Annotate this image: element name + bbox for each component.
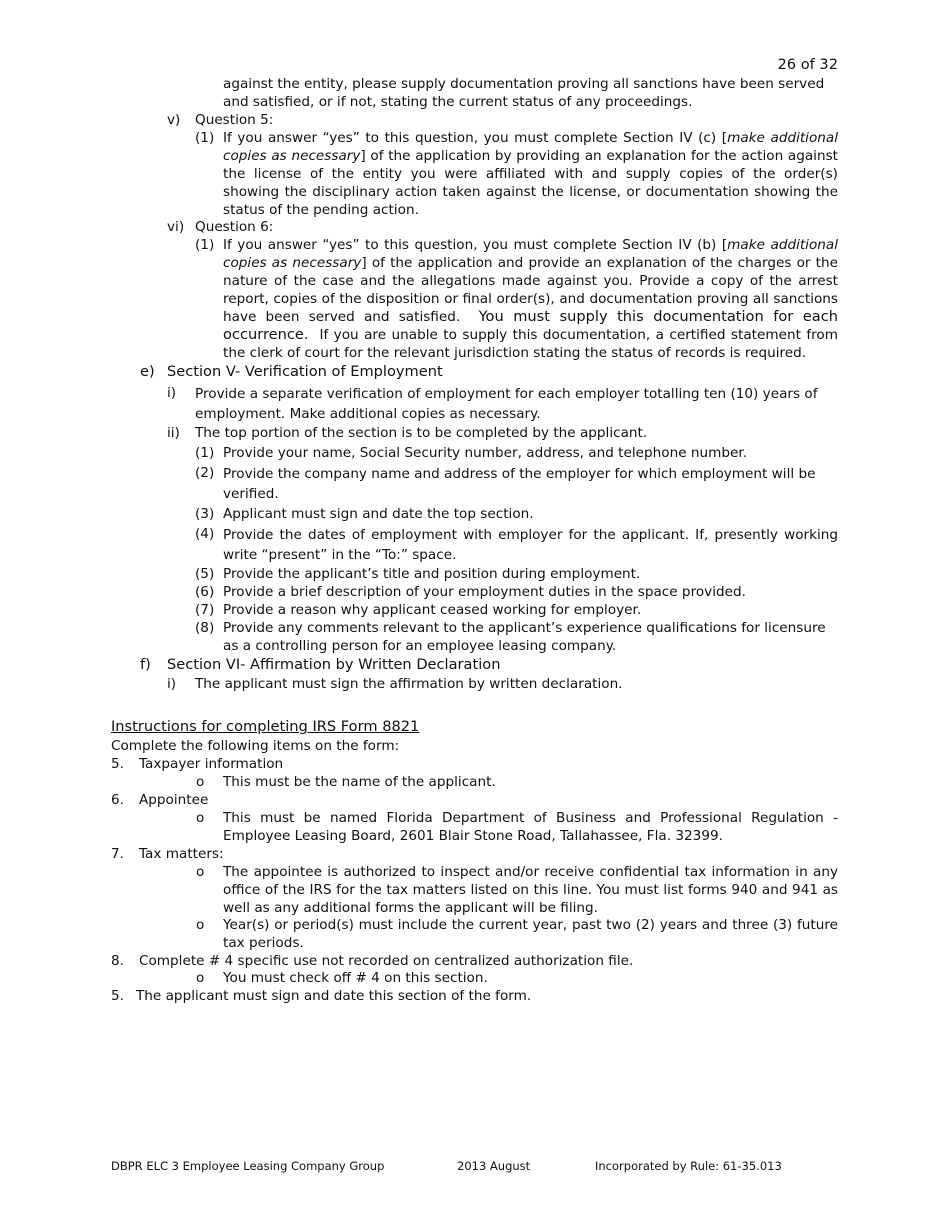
irs-tax-matters-bullet-2: Year(s) or period(s) must include the current year, past two (2) years and three (3) future tax periods. bbox=[223, 917, 838, 951]
footer-rule: Incorporated by Rule: 61-35.013 bbox=[595, 1159, 782, 1173]
irs-appointee-bullet: This must be named Florida Department of Business and Professional Regulation - Employee Leasing Board, 2601 Blair Stone Road, Tallahassee, Fla. 32399. bbox=[223, 810, 838, 844]
q5-label: Question 5: bbox=[195, 112, 274, 128]
section-e-ii-marker: ii) bbox=[167, 425, 180, 441]
q5-item-text: If you answer “yes” to this question, you must complete Section IV (c) [make additional copies as necessary] of the application by providing an explanation for the action against the license of the entity you were affiliated with and supply copies of the order(s) showing the disciplinary action taken against the license, or documentation showing the status of the pending action. bbox=[223, 130, 839, 218]
q6-item-marker: (1) bbox=[195, 237, 215, 253]
list-item: Provide a reason why applicant ceased working for employer. bbox=[223, 602, 642, 618]
section-e-i-text: Provide a separate verification of employment for each employer totalling ten (10) years of employment. Make additional copies as necessary. bbox=[195, 386, 818, 422]
irs-intro: Complete the following items on the form: bbox=[111, 738, 400, 754]
q6-label: Question 6: bbox=[195, 219, 274, 235]
section-e-marker: e) bbox=[140, 363, 155, 380]
irs-complete4-bullet: You must check off # 4 on this section. bbox=[223, 970, 488, 986]
section-f-marker: f) bbox=[140, 656, 151, 673]
section-f-i-marker: i) bbox=[167, 676, 177, 692]
section-f-i-text: The applicant must sign the affirmation by written declaration. bbox=[195, 676, 623, 692]
section-e-heading: Section V- Verification of Employment bbox=[167, 363, 443, 380]
irs-tax-matters-label: Tax matters: bbox=[139, 846, 224, 862]
q6-marker: vi) bbox=[167, 219, 185, 235]
irs-heading: Instructions for completing IRS Form 8821 bbox=[111, 718, 420, 735]
list-item-marker: (4) bbox=[195, 526, 215, 542]
list-item: Provide your name, Social Security number, address, and telephone number. bbox=[223, 445, 748, 461]
irs-sign-label: The applicant must sign and date this section of the form. bbox=[136, 988, 532, 1004]
bullet-marker: o bbox=[196, 810, 205, 826]
q6-item-text: If you answer “yes” to this question, you must complete Section IV (b) [make additional copies as necessary] of the application and provide an explanation of the charges or the nature of the case and the allegations made against you. Provide a copy of the arrest report, copies of the disposition or final order(s), and documentation proving all sanctions have been served and satisfied. You must supply this documentation for each occurrence. If you are unable to supply this documentation, a certified statement from the clerk of court for the relevant jurisdiction stating the status of records is required. bbox=[223, 237, 838, 361]
irs-taxpayer-bullet: This must be the name of the applicant. bbox=[223, 774, 496, 790]
continued-paragraph: against the entity, please supply documentation proving all sanctions have been served and satisfied, or if not, stating the current status of any proceedings. bbox=[223, 76, 825, 110]
irs-item-number: 5. bbox=[111, 756, 124, 772]
irs-item-number: 5. bbox=[111, 988, 124, 1004]
irs-item-number: 6. bbox=[111, 792, 124, 808]
bullet-marker: o bbox=[196, 917, 205, 933]
list-item-marker: (8) bbox=[195, 620, 215, 636]
list-item: Provide the company name and address of the employer for which employment will be verified. bbox=[223, 466, 816, 502]
page-number: 26 of 32 bbox=[777, 56, 838, 73]
list-item-marker: (3) bbox=[195, 506, 215, 522]
footer-form-name: DBPR ELC 3 Employee Leasing Company Group bbox=[111, 1159, 385, 1173]
section-e-i-marker: i) bbox=[167, 385, 177, 401]
list-item: Provide the dates of employment with employer for the applicant. If, presently working write “present” in the “To:” space. bbox=[223, 527, 838, 563]
irs-complete4-label: Complete # 4 specific use not recorded on centralized authorization file. bbox=[139, 953, 634, 969]
q5-item-marker: (1) bbox=[195, 130, 215, 146]
bullet-marker: o bbox=[196, 774, 205, 790]
irs-tax-matters-bullet-1: The appointee is authorized to inspect and/or receive confidential tax information in any office of the IRS for the tax matters listed on this line. You must list forms 940 and 941 as well as any additional forms the applicant will be filing. bbox=[223, 864, 838, 916]
list-item-marker: (1) bbox=[195, 445, 215, 461]
list-item: Provide the applicant’s title and position during employment. bbox=[223, 566, 641, 582]
list-item-marker: (2) bbox=[195, 465, 215, 481]
footer-date: 2013 August bbox=[457, 1159, 531, 1173]
bullet-marker: o bbox=[196, 970, 205, 986]
section-f-heading: Section VI- Affirmation by Written Declaration bbox=[167, 656, 501, 673]
list-item-marker: (6) bbox=[195, 584, 215, 600]
list-item: Provide any comments relevant to the applicant’s experience qualifications for licensure as a controlling person for an employee leasing company. bbox=[223, 620, 826, 654]
irs-item-number: 7. bbox=[111, 846, 124, 862]
bullet-marker: o bbox=[196, 864, 205, 880]
list-item-marker: (5) bbox=[195, 566, 215, 582]
irs-item-number: 8. bbox=[111, 953, 124, 969]
irs-taxpayer-label: Taxpayer information bbox=[139, 756, 284, 772]
list-item-marker: (7) bbox=[195, 602, 215, 618]
q5-marker: v) bbox=[167, 112, 181, 128]
list-item: Applicant must sign and date the top section. bbox=[223, 506, 534, 522]
section-e-ii-text: The top portion of the section is to be completed by the applicant. bbox=[195, 425, 648, 441]
list-item: Provide a brief description of your employment duties in the space provided. bbox=[223, 584, 746, 600]
irs-appointee-label: Appointee bbox=[139, 792, 209, 808]
